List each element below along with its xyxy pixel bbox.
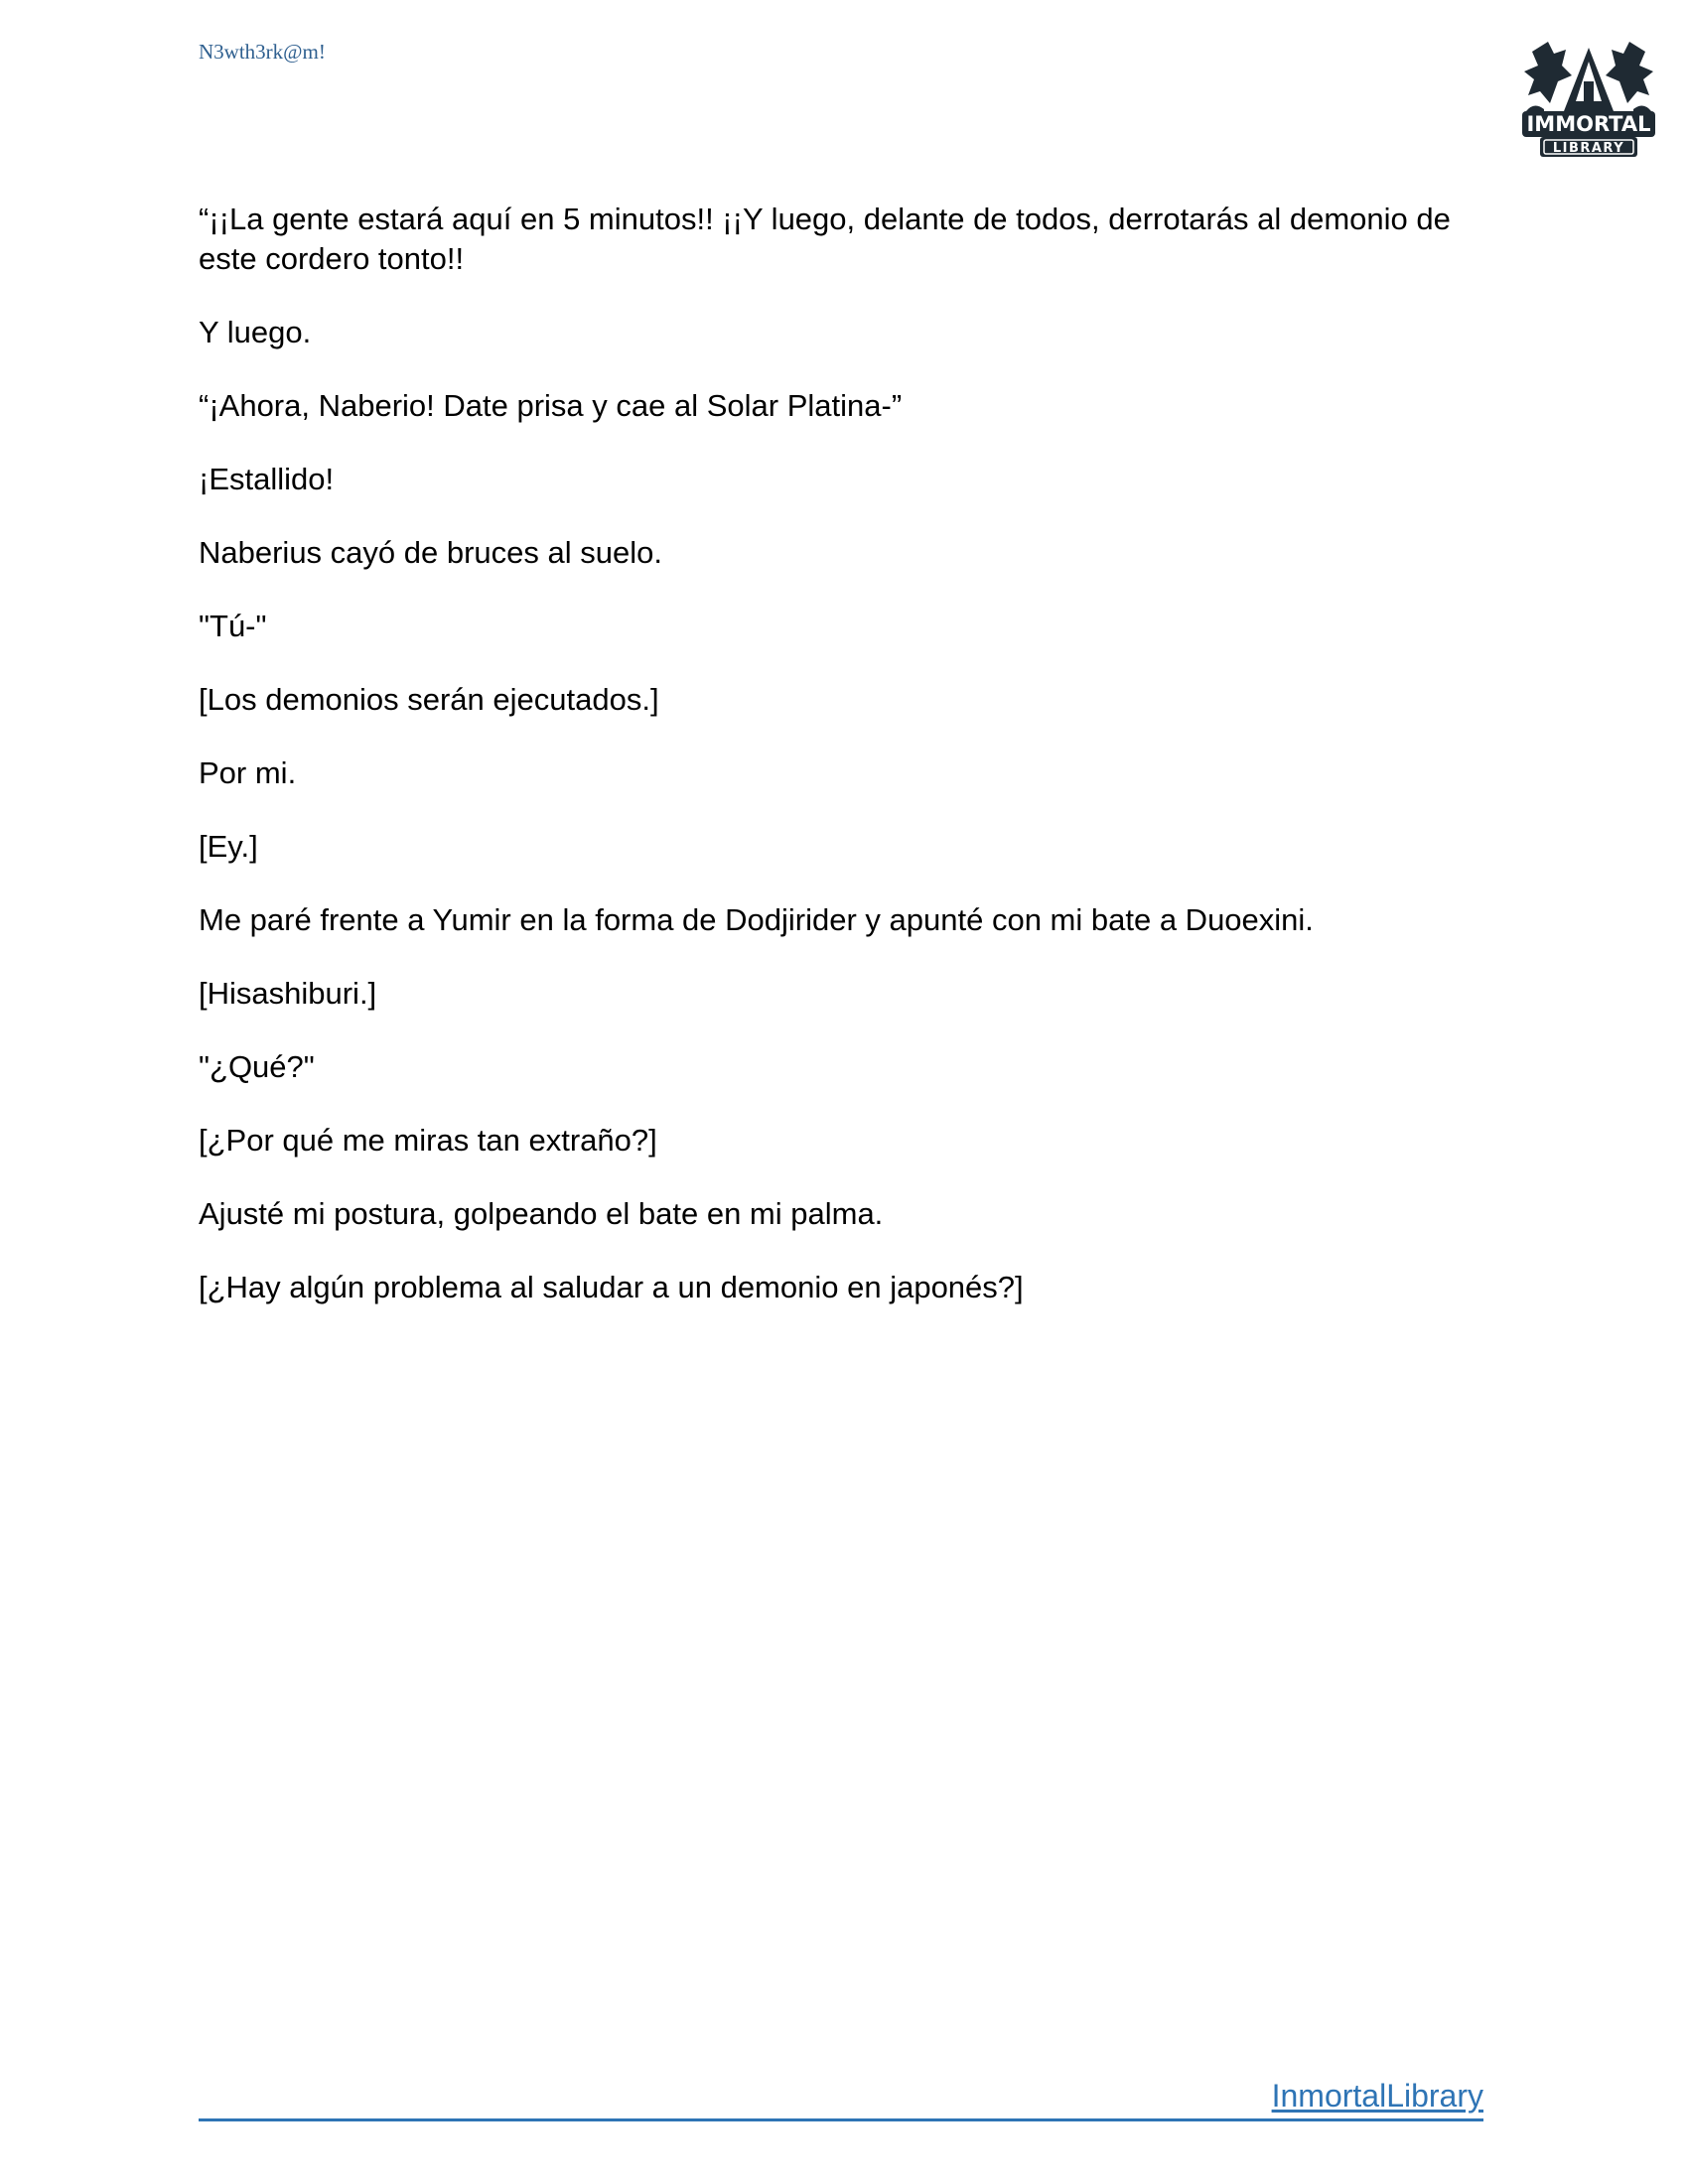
paragraph: Ajusté mi postura, golpeando el bate en mi palma. bbox=[199, 1196, 884, 1231]
paragraph: [¿Por qué me miras tan extraño?] bbox=[199, 1123, 657, 1158]
paragraph: [Los demonios serán ejecutados.] bbox=[199, 682, 659, 717]
logo-line1: IMMORTAL bbox=[1526, 112, 1651, 136]
header-watermark-text: N3wth3rk@m! bbox=[199, 40, 326, 64]
footer-divider bbox=[199, 2118, 1483, 2121]
footer-inmortal-library-link[interactable]: InmortalLibrary bbox=[1271, 2078, 1483, 2114]
logo-emblem-icon bbox=[1514, 32, 1663, 171]
paragraph: [Ey.] bbox=[199, 829, 258, 864]
immortal-library-logo bbox=[1514, 32, 1663, 171]
paragraph: Me paré frente a Yumir en la forma de Dodjirider y apunté con mi bate a Duoexini. bbox=[199, 902, 1314, 937]
paragraph: "¿Qué?" bbox=[199, 1049, 315, 1084]
paragraph: "Tú-" bbox=[199, 609, 267, 643]
document-body bbox=[199, 200, 1479, 1341]
paragraph: ¡Estallido! bbox=[199, 462, 335, 496]
paragraph: Y luego. bbox=[199, 315, 312, 349]
paragraph: [¿Hay algún problema al saludar a un demonio en japonés?] bbox=[199, 1270, 1024, 1304]
paragraph: Naberius cayó de bruces al suelo. bbox=[199, 535, 662, 570]
paragraph: [Hisashiburi.] bbox=[199, 976, 377, 1011]
paragraph: “¡Ahora, Naberio! Date prisa y cae al Solar Platina-” bbox=[199, 388, 903, 423]
logo-line2: LIBRARY bbox=[1552, 141, 1625, 156]
paragraph: Por mi. bbox=[199, 755, 297, 790]
paragraph: “¡¡La gente estará aquí en 5 minutos!! ¡¡Y luego, delante de todos, derrotarás al demonio de este cordero tonto!! bbox=[199, 202, 1451, 276]
